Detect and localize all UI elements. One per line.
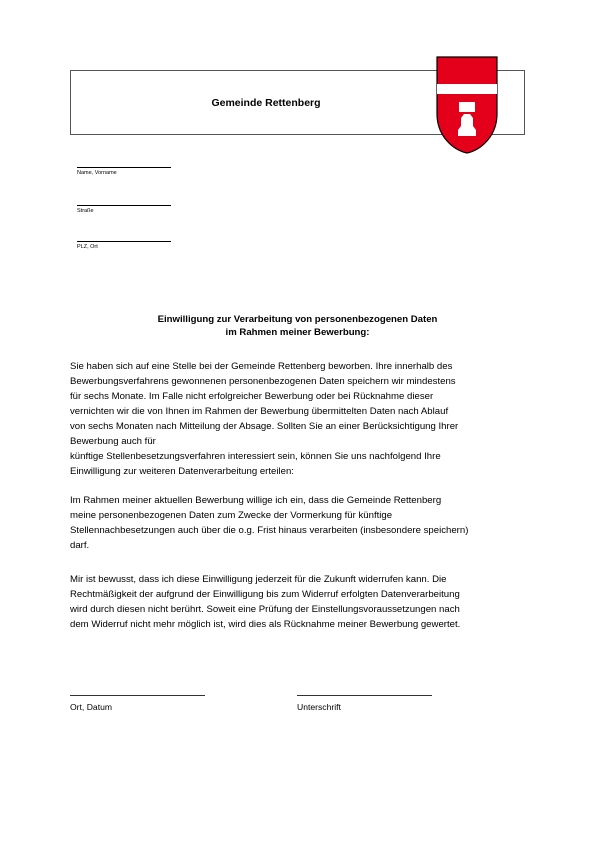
text-line: Im Rahmen meiner aktuellen Bewerbung willige ich ein, dass die Gemeinde Rettenberg	[70, 495, 442, 506]
text-line: dem Widerruf nicht mehr möglich ist, wird dies als Rücknahme meiner Bewerbung gewertet.	[70, 619, 461, 630]
text-line: Rechtmäßigkeit der aufgrund der Einwilligung bis zum Widerruf erfolgten Datenverarbeitung	[70, 589, 460, 600]
text-line: vernichten wir die von Ihnen im Rahmen der Bewerbung übermittelten Daten nach Ablauf	[70, 406, 449, 417]
text-line: Bewerbung auch für	[70, 436, 156, 447]
org-name: Gemeinde Rettenberg	[211, 97, 321, 109]
name-field-line	[77, 167, 171, 168]
text-line: von sechs Monaten nach Mitteilung der Absage. Sollten Sie an einer Berücksichtigung Ihrer	[70, 421, 459, 432]
city-field-label: PLZ, Ort	[77, 244, 98, 250]
text-line: Sie haben sich auf eine Stelle bei der Gemeinde Rettenberg beworben. Ihre innerhalb des	[70, 361, 453, 372]
text-line: meine personenbezogenen Daten zum Zwecke der Vormerkung für künftige	[70, 510, 393, 521]
street-field-line	[77, 205, 171, 206]
city-field-line	[77, 241, 171, 242]
place-date-field[interactable]	[70, 695, 205, 712]
signature-line	[297, 695, 432, 696]
signature-field[interactable]	[297, 695, 432, 712]
text-line: darf.	[70, 540, 90, 551]
place-date-label: Ort, Datum	[70, 702, 113, 712]
text-line: wird durch diesen nicht berührt. Soweit eine Prüfung der Einstellungsvoraussetzungen nach	[70, 604, 460, 615]
text-line: Bewerbungsverfahrens gewonnenen personenbezogenen Daten speichern wir mindestens	[70, 376, 456, 387]
text-line: Einwilligung zur weiteren Datenverarbeitung erteilen:	[70, 466, 294, 477]
text-line: Mir ist bewusst, dass ich diese Einwilligung jederzeit für die Zukunft widerrufen kann. Die	[70, 574, 447, 585]
text-line: für sechs Monate. Im Falle nicht erfolgreicher Bewerbung oder bei Rücknahme dieser	[70, 391, 434, 402]
paragraph-withdrawal	[70, 572, 535, 632]
name-field[interactable]	[77, 167, 171, 176]
paragraph-consent	[70, 493, 535, 553]
document-title	[70, 313, 525, 339]
street-field-label: Straße	[77, 208, 94, 214]
title-line-2: im Rahmen meiner Bewerbung:	[225, 327, 370, 338]
text-line: künftige Stellenbesetzungsverfahren interessiert sein, können Sie uns nachfolgend Ihre	[70, 451, 441, 462]
place-date-line	[70, 695, 205, 696]
name-field-label: Name, Vorname	[77, 170, 117, 176]
text-line: Stellennachbesetzungen auch über die o.g. Frist hinaus verarbeiten (insbesondere speichern)	[70, 525, 469, 536]
signature-label: Unterschrift	[297, 702, 341, 712]
paragraph-intro	[70, 359, 535, 479]
title-line-1: Einwilligung zur Verarbeitung von personenbezogenen Daten	[157, 314, 438, 325]
city-field[interactable]	[77, 241, 171, 250]
coat-of-arms-icon	[436, 56, 498, 154]
street-field[interactable]	[77, 205, 171, 214]
